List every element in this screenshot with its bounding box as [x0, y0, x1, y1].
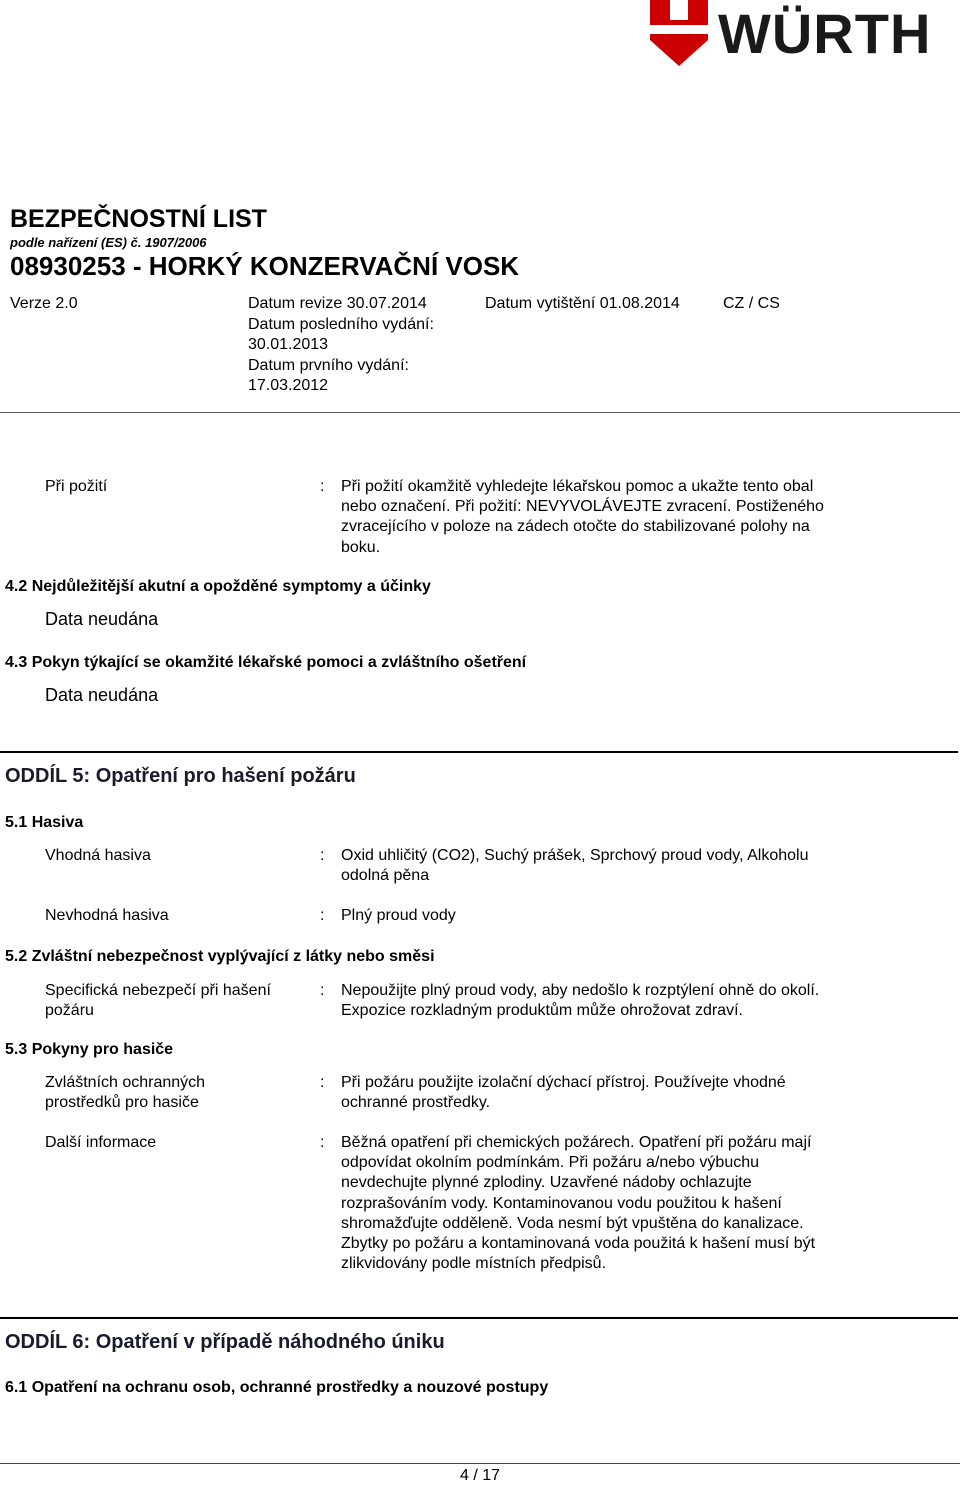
- section-6-title: ODDÍL 6: Opatření v případě náhodného úniku: [5, 1331, 445, 1353]
- ingestion-label: Při požití: [45, 478, 108, 495]
- first-issue-label: Datum prvního vydání:: [248, 356, 409, 374]
- text-line: Specifická nebezpečí při hašení: [45, 982, 271, 999]
- wurth-logo: [648, 0, 958, 70]
- text-line: nebo označení. Při požití: NEVYVOLÁVEJTE zvracení. Postiženého: [341, 498, 824, 516]
- header-divider: [0, 412, 960, 413]
- colon: :: [320, 847, 325, 864]
- text-line: Při požáru použijte izolační dýchací přístroj. Používejte vhodné: [341, 1074, 786, 1091]
- colon: :: [320, 1074, 325, 1091]
- suitable-media-label: Vhodná hasiva: [45, 847, 151, 864]
- section-5-divider: [0, 751, 958, 753]
- text-line: odpovídat okolním podmínkám. Při požáru a/nebo výbuchu: [341, 1154, 760, 1172]
- text-line: odolná pěna: [341, 867, 430, 885]
- text-line: Nepoužijte plný proud vody, aby nedošlo k rozptýlení ohně do okolí.: [341, 982, 820, 999]
- text-line: Běžná opatření při chemických požárech. Opatření při požáru mají: [341, 1134, 812, 1151]
- text-line: zvracejícího v poloze na zádech otočte do stabilizované polohy na: [341, 518, 810, 536]
- subsection-4-3-title: 4.3 Pokyn týkající se okamžité lékařské pomoci a zvláštního ošetření: [5, 654, 527, 671]
- subsection-5-1-title: 5.1 Hasiva: [5, 814, 84, 831]
- unsuitable-media-value: Plný proud vody: [341, 907, 456, 924]
- revision-block: [248, 294, 434, 397]
- revision-date: Datum revize 30.07.2014: [248, 295, 427, 312]
- text-line: zlikvidovány podle místních předpisů.: [341, 1255, 607, 1273]
- subsection-4-2-text: Data neudána: [45, 609, 159, 629]
- text-line: požáru: [45, 1002, 94, 1020]
- specific-hazards-value: [341, 981, 941, 1021]
- locale: CZ / CS: [723, 295, 780, 312]
- version: Verze 2.0: [10, 295, 78, 312]
- ingestion-text: [341, 477, 941, 558]
- subsection-6-1-title: 6.1 Opatření na ochranu osob, ochranné prostředky a nouzové postupy: [5, 1379, 549, 1396]
- other-information-value: [341, 1133, 941, 1274]
- other-information-label: Další informace: [45, 1134, 157, 1151]
- protective-equipment-value: [341, 1073, 941, 1113]
- text-line: prostředků pro hasiče: [45, 1094, 199, 1112]
- colon: :: [320, 982, 325, 999]
- brand-name: WÜRTH: [718, 2, 932, 65]
- colon: :: [320, 1134, 325, 1151]
- subsection-4-3-text: Data neudána: [45, 685, 159, 705]
- section-6-divider: [0, 1317, 958, 1319]
- regulation-reference: podle nařízení (ES) č. 1907/2006: [10, 235, 207, 250]
- text-line: nevdechujte plynné zplodiny. Uzavřené nádoby ochlazujte: [341, 1174, 752, 1192]
- wurth-emblem-icon: [648, 0, 718, 70]
- footer-divider: [0, 1463, 960, 1464]
- text-line: Zvláštních ochranných: [45, 1074, 206, 1091]
- last-issue-date: 30.01.2013: [248, 336, 329, 353]
- text-line: Oxid uhličitý (CO2), Suchý prášek, Sprchový proud vody, Alkoholu: [341, 847, 809, 864]
- print-date: Datum vytištění 01.08.2014: [485, 295, 680, 312]
- text-line: Při požití okamžitě vyhledejte lékařskou pomoc a ukažte tento obal: [341, 478, 814, 495]
- text-line: Zbytky po požáru a kontaminovaná voda použitá k hašení musí být: [341, 1235, 816, 1253]
- product-title: 08930253 - HORKÝ KONZERVAČNÍ VOSK: [10, 251, 520, 281]
- section-5-title: ODDÍL 5: Opatření pro hašení požáru: [5, 765, 356, 787]
- specific-hazards-label: [45, 981, 315, 1021]
- text-line: ochranné prostředky.: [341, 1094, 491, 1112]
- text-line: boku.: [341, 538, 381, 556]
- last-issue-label: Datum posledního vydání:: [248, 315, 434, 333]
- colon: :: [320, 907, 325, 924]
- unsuitable-media-label: Nevhodná hasiva: [45, 907, 169, 924]
- page-number: 4 / 17: [459, 1467, 501, 1484]
- suitable-media-value: [341, 846, 941, 886]
- text-line: Expozice rozkladným produktům může ohrožovat zdraví.: [341, 1002, 743, 1020]
- subsection-4-2-title: 4.2 Nejdůležitější akutní a opožděné symptomy a účinky: [5, 578, 431, 595]
- subsection-5-2-title: 5.2 Zvláštní nebezpečnost vyplývající z látky nebo směsi: [5, 948, 435, 965]
- colon: :: [320, 478, 325, 495]
- protective-equipment-label: [45, 1073, 315, 1113]
- subsection-5-3-title: 5.3 Pokyny pro hasiče: [5, 1041, 174, 1058]
- document-title: BEZPEČNOSTNÍ LIST: [10, 205, 267, 233]
- first-issue-date: 17.03.2012: [248, 377, 329, 394]
- text-line: shromažďujte odděleně. Voda nesmí být vpuštěna do kanalizace.: [341, 1214, 804, 1232]
- text-line: rozprašováním vody. Kontaminovanou vodu použitou k hašení: [341, 1194, 782, 1212]
